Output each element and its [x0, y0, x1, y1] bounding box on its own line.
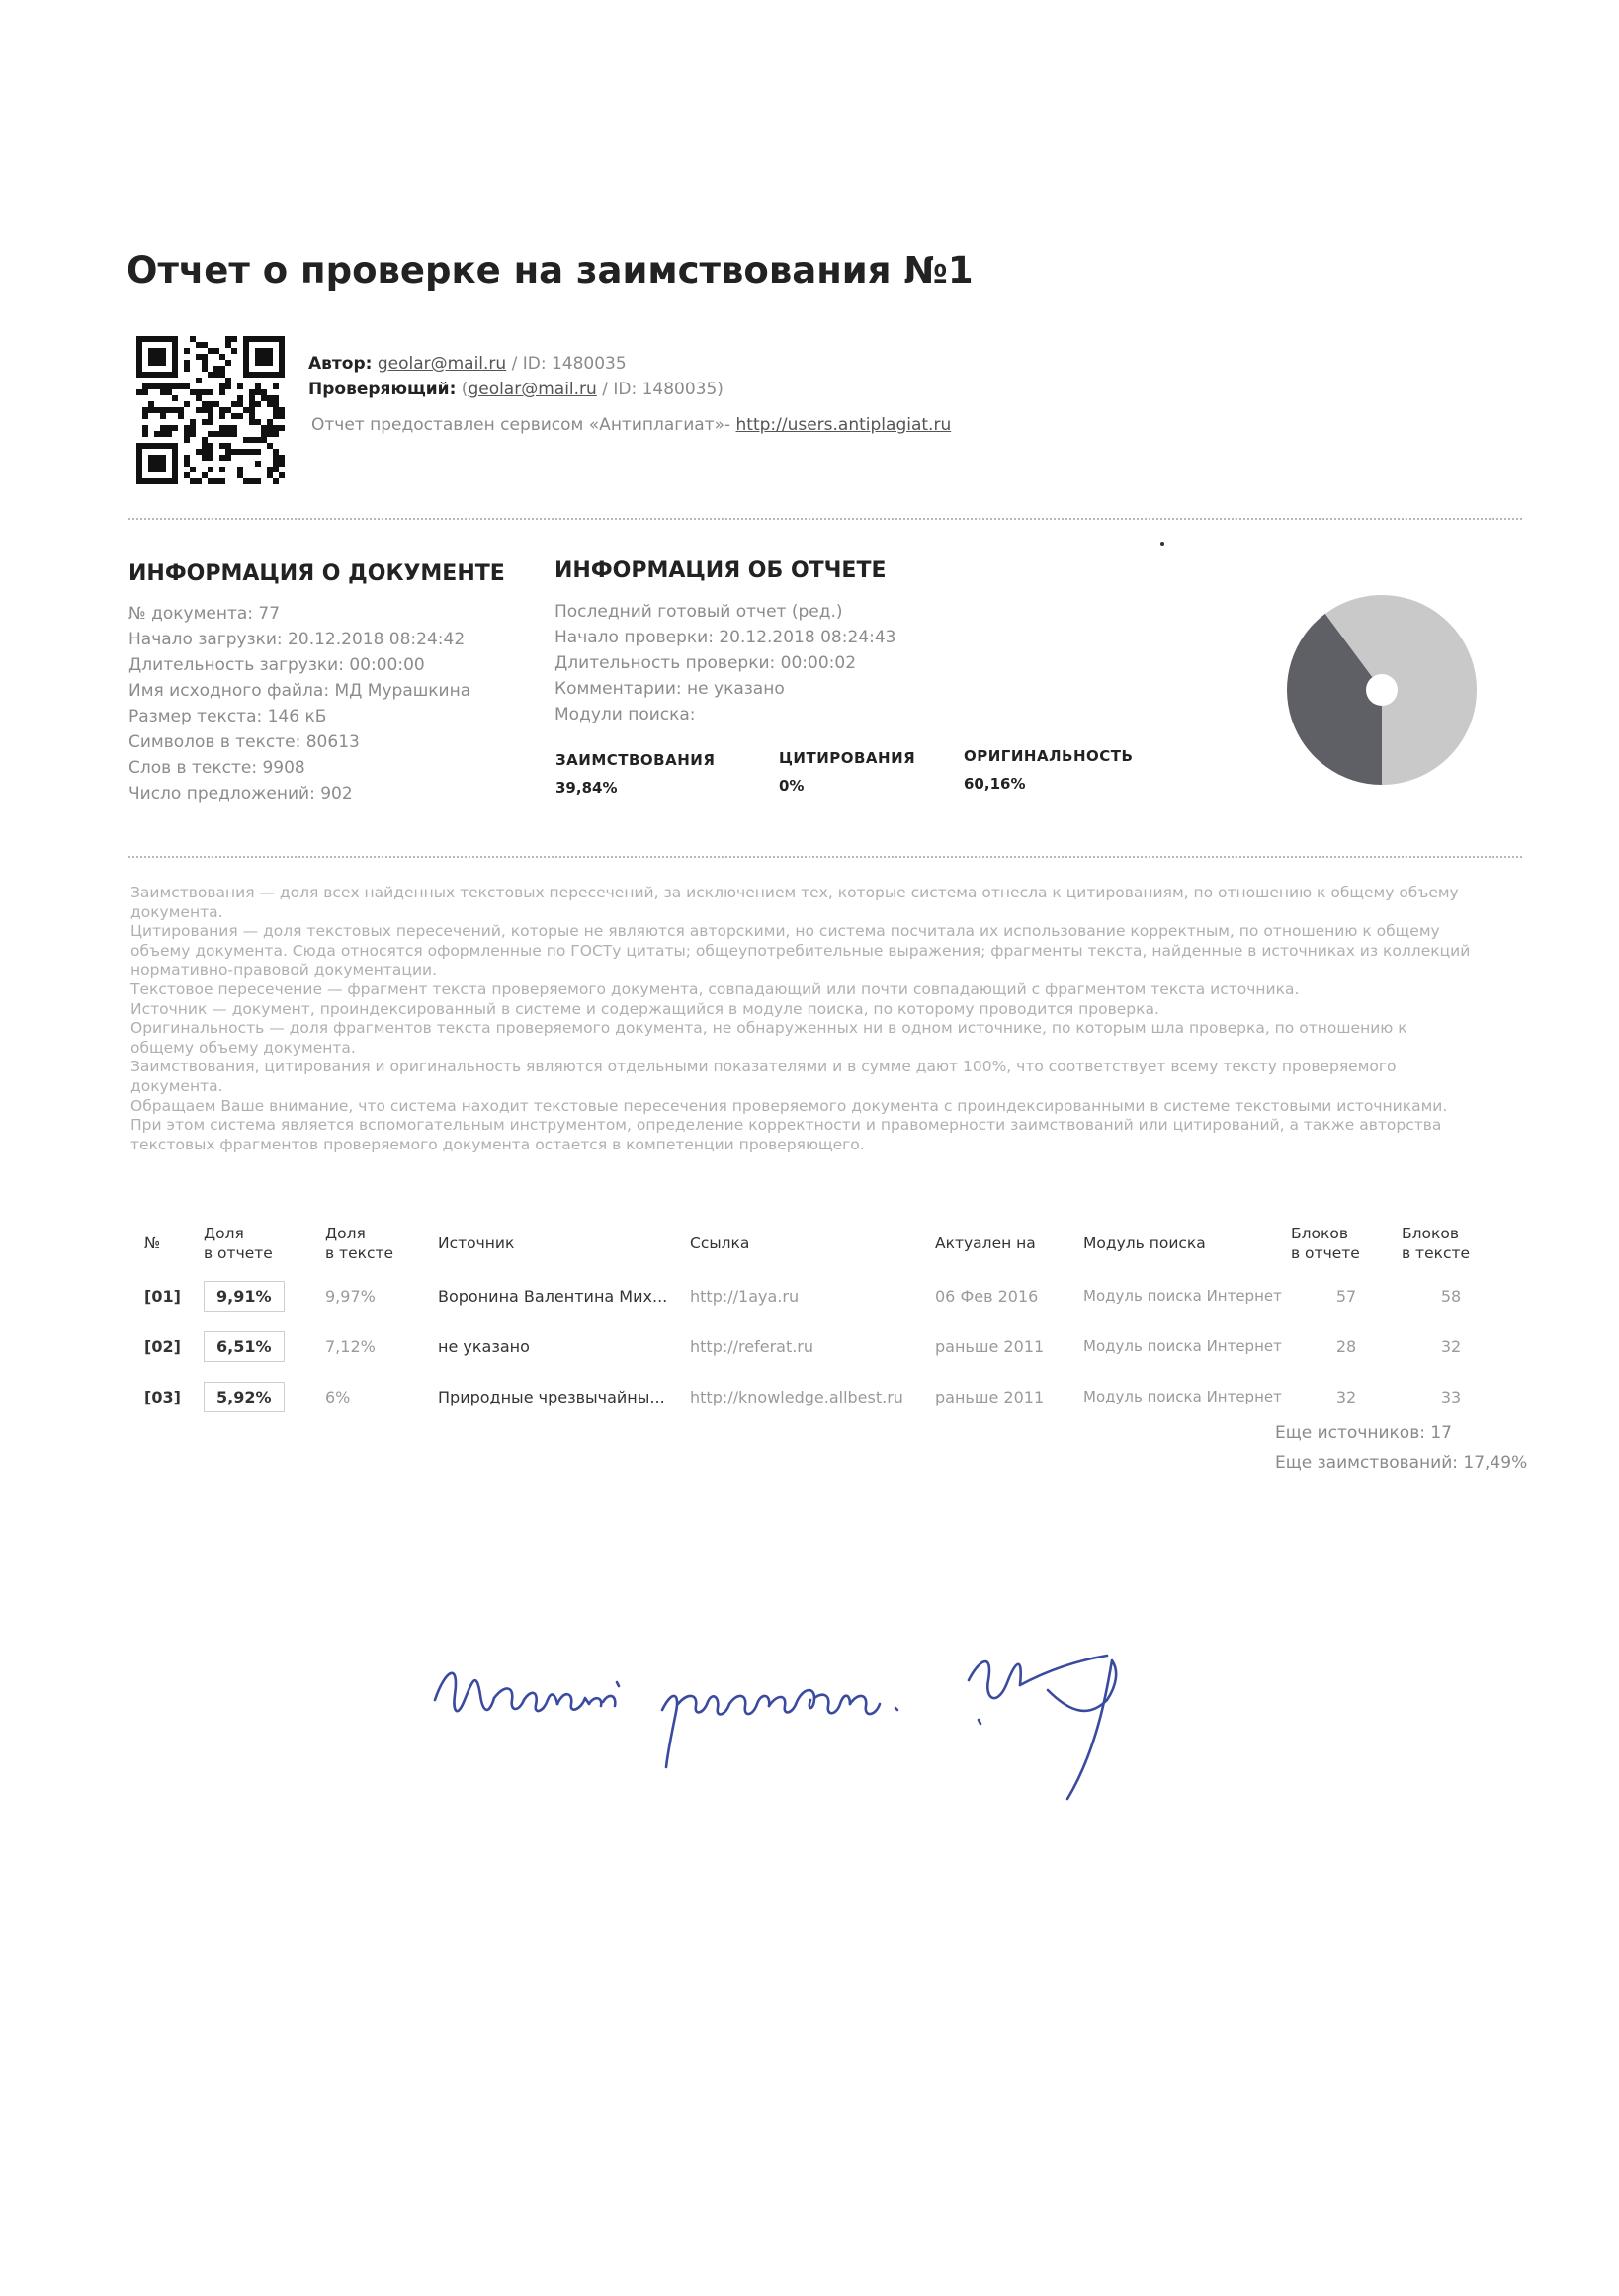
doc-info-line: Имя исходного файла: МД Мурашкина [128, 681, 471, 701]
qr-module [267, 472, 273, 478]
qr-module [142, 425, 148, 431]
qr-module [184, 461, 190, 467]
qr-module [202, 354, 208, 360]
qr-module [142, 431, 148, 437]
row-module: Модуль поиска Интернет [1083, 1287, 1282, 1305]
qr-module [213, 431, 219, 437]
qr-module [237, 413, 243, 419]
qr-module [213, 348, 219, 354]
qr-module [196, 378, 202, 383]
definition-line: документа. [130, 902, 223, 921]
qr-module [184, 431, 190, 437]
qr-module [154, 431, 160, 437]
checker-line [308, 380, 724, 399]
qr-module [219, 389, 225, 395]
qr-module [219, 366, 225, 372]
row-share-report [204, 1372, 325, 1422]
qr-module [225, 407, 231, 413]
row-module: Модуль поиска Интернет [1083, 1388, 1282, 1405]
col-blocks-text-l1: Блоков [1402, 1225, 1460, 1242]
definition-line: Обращаем Ваше внимание, что система находит текстовые пересечения проверяемого документа с проиндексированными в системе текстовыми источниками. [130, 1096, 1448, 1115]
originality-pie-chart [1283, 583, 1481, 797]
qr-module [208, 443, 213, 449]
qr-module [202, 401, 208, 407]
divider-middle [128, 856, 1522, 858]
row-module: Модуль поиска Интернет [1083, 1337, 1282, 1355]
qr-module [213, 478, 219, 484]
qr-module [166, 425, 172, 431]
definition-line: Заимствования — доля всех найденных текстовых пересечений, за исключением тех, которые система отнесла к цитированиям, по отношению к общему объему [130, 884, 1459, 901]
qr-module [190, 336, 196, 342]
qr-module [273, 401, 279, 407]
qr-module [243, 478, 249, 484]
qr-module [196, 389, 202, 395]
row-share-report [204, 1321, 325, 1372]
definition-line: документа. [130, 1076, 223, 1095]
qr-module [225, 360, 231, 366]
qr-code [136, 336, 285, 484]
doc-info-line: Длительность загрузки: 00:00:00 [128, 655, 425, 675]
qr-module [202, 437, 208, 443]
qr-module [249, 419, 255, 425]
qr-module [196, 342, 202, 348]
qr-module [267, 431, 273, 437]
definition-line: объему документа. Сюда относятся оформленные по ГОСТу цитаты; общеупотребительные выражения; фрагменты текста, найденные в источниках из коллекций [130, 941, 1471, 960]
report-info-list [554, 599, 895, 727]
report-info-line: Начало проверки: 20.12.2018 08:24:43 [554, 628, 896, 647]
qr-module [273, 431, 279, 437]
qr-module [219, 407, 225, 413]
qr-module [202, 342, 208, 348]
report-title: Отчет о проверке на заимствования №1 [127, 249, 974, 292]
qr-module [184, 383, 190, 389]
provided-by-text: Отчет предоставлен сервисом «Антиплагиат»- [311, 415, 736, 435]
qr-module [231, 425, 237, 431]
col-link: Ссылка [690, 1234, 750, 1252]
qr-module [160, 413, 166, 419]
qr-module [184, 366, 190, 372]
qr-module [154, 407, 160, 413]
doc-info-line: Число предложений: 902 [128, 784, 353, 804]
qr-module [202, 360, 208, 366]
qr-module [202, 449, 208, 455]
qr-module [219, 354, 225, 360]
pie-center-hole [1366, 674, 1398, 706]
definition-line: нормативно-правовой документации. [130, 961, 438, 979]
qr-module [225, 336, 231, 342]
qr-module [255, 401, 261, 407]
qr-module [196, 449, 202, 455]
qr-module [225, 449, 231, 455]
qr-module [219, 425, 225, 431]
col-share-report-l1: Доля [204, 1225, 244, 1242]
share-report-badge: 5,92% [204, 1382, 285, 1412]
qr-module [142, 383, 148, 389]
report-info-line: Последний готовый отчет (ред.) [554, 602, 843, 622]
qr-module [243, 449, 249, 455]
row-share-text: 6% [325, 1388, 351, 1406]
qr-module [279, 461, 285, 467]
qr-module [190, 467, 196, 472]
row-share-report [204, 1271, 325, 1321]
qr-module [249, 413, 255, 419]
qr-module [219, 431, 225, 437]
qr-module [172, 407, 178, 413]
qr-module [267, 425, 273, 431]
qr-module [231, 336, 237, 342]
qr-module [184, 455, 190, 461]
doc-info-line: Начало загрузки: 20.12.2018 08:24:42 [128, 630, 466, 649]
qr-module [172, 395, 178, 401]
qr-module [273, 413, 279, 419]
qr-module [213, 372, 219, 378]
qr-module [237, 401, 243, 407]
qr-module [261, 437, 267, 443]
qr-module [219, 372, 225, 378]
qr-module [178, 413, 184, 419]
qr-module [196, 354, 202, 360]
qr-module [208, 372, 213, 378]
qr-module [190, 389, 196, 395]
qr-module [166, 389, 172, 395]
qr-module [190, 419, 196, 425]
row-source[interactable]: Природные чрезвычайны... [438, 1388, 665, 1406]
col-share-text [325, 1216, 438, 1271]
qr-module [166, 407, 172, 413]
row-blocks-report: 32 [1335, 1388, 1357, 1406]
qr-module [225, 378, 231, 383]
qr-module [231, 401, 237, 407]
qr-module [279, 455, 285, 461]
more-borrowings: Еще заимствований: 17,49% [1275, 1453, 1528, 1473]
checker-email-link[interactable]: geolar@mail.ru [468, 380, 597, 399]
qr-finder [255, 348, 273, 366]
checker-label: Проверяющий: [308, 380, 457, 399]
qr-module [208, 419, 213, 425]
originality-label: ОРИГИНАЛЬНОСТЬ [964, 747, 1134, 765]
definition-line: Текстовое пересечение — фрагмент текста проверяемого документа, совпадающий или почти совпадающий с фрагментом текста источника. [130, 979, 1300, 998]
qr-module [142, 413, 148, 419]
qr-module [237, 449, 243, 455]
definition-line: текстовых фрагментов проверяемого документа остается в компетенции проверяющего. [130, 1135, 865, 1153]
qr-module [208, 407, 213, 413]
qr-module [202, 472, 208, 478]
qr-module [255, 449, 261, 455]
borrowing-label: ЗАИМСТВОВАНИЯ [555, 751, 716, 769]
qr-finder [148, 348, 166, 366]
qr-module [184, 472, 190, 478]
qr-module [237, 395, 243, 401]
qr-module [219, 478, 225, 484]
report-info-title: ИНФОРМАЦИЯ ОБ ОТЧЕТЕ [554, 558, 887, 583]
row-blocks-text: 32 [1440, 1337, 1462, 1356]
qr-module [273, 467, 279, 472]
row-num: [02] [144, 1337, 181, 1356]
qr-module [148, 401, 154, 407]
qr-module [273, 395, 279, 401]
qr-module [154, 383, 160, 389]
definition-line: При этом система является вспомогательным инструментом, определение корректности и правомерности заимствований или цитирований, а также авторства [130, 1116, 1442, 1135]
qr-module [231, 431, 237, 437]
author-line [308, 354, 627, 374]
report-info-line: Длительность проверки: 00:00:02 [554, 653, 857, 673]
qr-module [273, 425, 279, 431]
qr-module [255, 478, 261, 484]
sources-table [144, 1216, 1500, 1422]
share-report-badge: 6,51% [204, 1331, 285, 1362]
qr-module [255, 437, 261, 443]
qr-module [202, 443, 208, 449]
qr-module [219, 383, 225, 389]
col-source: Источник [438, 1234, 515, 1252]
citation-label: ЦИТИРОВАНИЯ [779, 749, 916, 767]
qr-module [208, 467, 213, 472]
doc-info-line: № документа: 77 [128, 604, 281, 624]
row-actual: 06 Фев 2016 [935, 1287, 1039, 1306]
qr-module [273, 407, 279, 413]
qr-module [267, 401, 273, 407]
qr-module [202, 407, 208, 413]
qr-module [208, 348, 213, 354]
row-blocks-report: 28 [1335, 1337, 1357, 1356]
qr-module [148, 407, 154, 413]
row-blocks-text: 58 [1440, 1287, 1462, 1306]
scan-speck [1160, 542, 1164, 546]
qr-module [196, 478, 202, 484]
qr-module [196, 407, 202, 413]
citation-value: 0% [779, 777, 805, 795]
col-blocks-report [1291, 1216, 1402, 1271]
qr-module [255, 461, 261, 467]
qr-module [261, 431, 267, 437]
report-info-line: Комментарии: не указано [554, 679, 785, 699]
qr-module [273, 461, 279, 467]
qr-module [208, 389, 213, 395]
qr-module [213, 401, 219, 407]
divider-top [128, 518, 1522, 520]
row-num: [03] [144, 1388, 181, 1406]
qr-module [160, 389, 166, 395]
qr-module [249, 389, 255, 395]
qr-module [225, 383, 231, 389]
qr-module [172, 425, 178, 431]
col-actual: Актуален на [935, 1234, 1036, 1252]
qr-module [231, 348, 237, 354]
row-share-text: 7,12% [325, 1337, 376, 1356]
handwritten-signature [415, 1601, 1364, 1819]
qr-module [267, 419, 273, 425]
definition-line: Цитирования — доля текстовых пересечений, которые не являются авторскими, но система посчитала их использование корректным, по отношению к общему [130, 922, 1440, 941]
table-row[interactable] [144, 1372, 1500, 1422]
col-share-report-l2: в отчете [204, 1244, 273, 1262]
qr-module [160, 425, 166, 431]
qr-module [219, 455, 225, 461]
qr-module [249, 395, 255, 401]
qr-module [219, 467, 225, 472]
author-label: Автор: [308, 354, 373, 374]
qr-module [273, 478, 279, 484]
definitions-text [130, 884, 1526, 1154]
more-sources: Еще источников: 17 [1275, 1423, 1452, 1443]
qr-module [208, 478, 213, 484]
qr-module [249, 449, 255, 455]
author-email-link[interactable]: geolar@mail.ru [377, 354, 507, 374]
qr-module [178, 407, 184, 413]
qr-module [142, 407, 148, 413]
qr-module [196, 395, 202, 401]
qr-module [202, 366, 208, 372]
qr-module [261, 395, 267, 401]
qr-module [255, 383, 261, 389]
qr-module [172, 383, 178, 389]
qr-module [249, 478, 255, 484]
qr-module [208, 401, 213, 407]
qr-module [237, 467, 243, 472]
checker-id: / ID: 1480035) [596, 380, 724, 399]
qr-module [249, 401, 255, 407]
table-header-row [144, 1216, 1500, 1271]
col-share-text-l2: в тексте [325, 1244, 394, 1262]
table-row[interactable] [144, 1271, 1500, 1321]
qr-module [249, 407, 255, 413]
originality-value: 60,16% [964, 775, 1026, 793]
author-id: / ID: 1480035 [506, 354, 627, 374]
qr-module [166, 383, 172, 389]
qr-module [249, 437, 255, 443]
qr-module [166, 431, 172, 437]
doc-info-line: Размер текста: 146 кБ [128, 707, 327, 726]
qr-module [273, 455, 279, 461]
qr-module [279, 425, 285, 431]
qr-module [208, 449, 213, 455]
qr-module [225, 431, 231, 437]
qr-module [184, 437, 190, 443]
doc-info-title: ИНФОРМАЦИЯ О ДОКУМЕНТЕ [128, 561, 505, 586]
qr-module [202, 419, 208, 425]
col-share-text-l1: Доля [325, 1225, 366, 1242]
qr-module [213, 366, 219, 372]
antiplagiat-link[interactable]: http://users.antiplagiat.ru [735, 415, 952, 435]
provided-by-line [311, 415, 951, 435]
definition-line: Оригинальность — доля фрагментов текста проверяемого документа, не обнаруженных ни в одном источнике, по которым шла проверка, по отношению к [130, 1019, 1407, 1038]
qr-module [208, 431, 213, 437]
col-share-report [204, 1216, 325, 1271]
qr-module [208, 413, 213, 419]
col-blocks-report-l1: Блоков [1291, 1225, 1349, 1242]
qr-module [261, 425, 267, 431]
col-blocks-report-l2: в отчете [1291, 1244, 1360, 1262]
row-link[interactable]: http://referat.ru [690, 1337, 814, 1356]
qr-module [273, 449, 279, 455]
qr-module [160, 407, 166, 413]
qr-module [279, 472, 285, 478]
qr-module [267, 443, 273, 449]
qr-module [184, 360, 190, 366]
qr-module [160, 383, 166, 389]
doc-info-line: Символов в тексте: 80613 [128, 732, 360, 752]
qr-module [231, 449, 237, 455]
qr-module [202, 455, 208, 461]
qr-module [267, 395, 273, 401]
row-blocks-text: 33 [1440, 1388, 1462, 1406]
col-module: Модуль поиска [1083, 1234, 1206, 1252]
doc-info-list [128, 601, 470, 807]
table-row[interactable] [144, 1321, 1500, 1372]
qr-module [225, 443, 231, 449]
qr-module [142, 389, 148, 395]
qr-module [208, 455, 213, 461]
checker-paren: ( [461, 380, 469, 399]
row-actual: раньше 2011 [935, 1388, 1045, 1406]
qr-module [148, 383, 154, 389]
row-share-text: 9,97% [325, 1287, 376, 1306]
qr-module [225, 342, 231, 348]
qr-module [184, 348, 190, 354]
row-num: [01] [144, 1287, 181, 1306]
qr-module [243, 437, 249, 443]
qr-module [243, 407, 249, 413]
qr-finder [148, 455, 166, 472]
row-actual: раньше 2011 [935, 1337, 1045, 1356]
qr-module [184, 401, 190, 407]
doc-info-line: Слов в тексте: 9908 [128, 758, 305, 778]
row-blocks-report: 57 [1335, 1287, 1357, 1306]
qr-module [190, 425, 196, 431]
definition-line: Источник — документ, проиндексированный в системе и содержащийся в модуле поиска, по которому проводится проверка. [130, 999, 1159, 1018]
qr-module [219, 413, 225, 419]
qr-module [267, 467, 273, 472]
qr-module [184, 425, 190, 431]
qr-module [160, 431, 166, 437]
share-report-badge: 9,91% [204, 1281, 285, 1312]
qr-module [279, 413, 285, 419]
qr-module [225, 455, 231, 461]
qr-module [261, 389, 267, 395]
qr-module [178, 383, 184, 389]
qr-module [136, 389, 142, 395]
definition-line: Заимствования, цитирования и оригинальность являются отдельными показателями и в сумме дают 100%, что соответствует всему тексту проверяемого [130, 1058, 1397, 1076]
qr-module [219, 443, 225, 449]
borrowing-value: 39,84% [555, 779, 618, 797]
qr-module [190, 478, 196, 484]
qr-module [202, 389, 208, 395]
row-source[interactable]: не указано [438, 1337, 530, 1356]
definition-line: общему объему документа. [130, 1038, 356, 1057]
col-blocks-text [1402, 1216, 1500, 1271]
col-num: № [144, 1234, 161, 1252]
qr-module [225, 425, 231, 431]
qr-module [237, 383, 243, 389]
qr-module [255, 389, 261, 395]
row-link[interactable]: http://1aya.ru [690, 1287, 800, 1306]
qr-module [231, 413, 237, 419]
row-source[interactable]: Воронина Валентина Мих... [438, 1287, 668, 1306]
qr-module [279, 407, 285, 413]
qr-module [237, 472, 243, 478]
qr-module [255, 419, 261, 425]
qr-module [190, 431, 196, 437]
qr-module [273, 383, 279, 389]
report-info-line: Модули поиска: [554, 705, 696, 724]
row-link[interactable]: http://knowledge.allbest.ru [690, 1388, 903, 1406]
col-blocks-text-l2: в тексте [1402, 1244, 1471, 1262]
